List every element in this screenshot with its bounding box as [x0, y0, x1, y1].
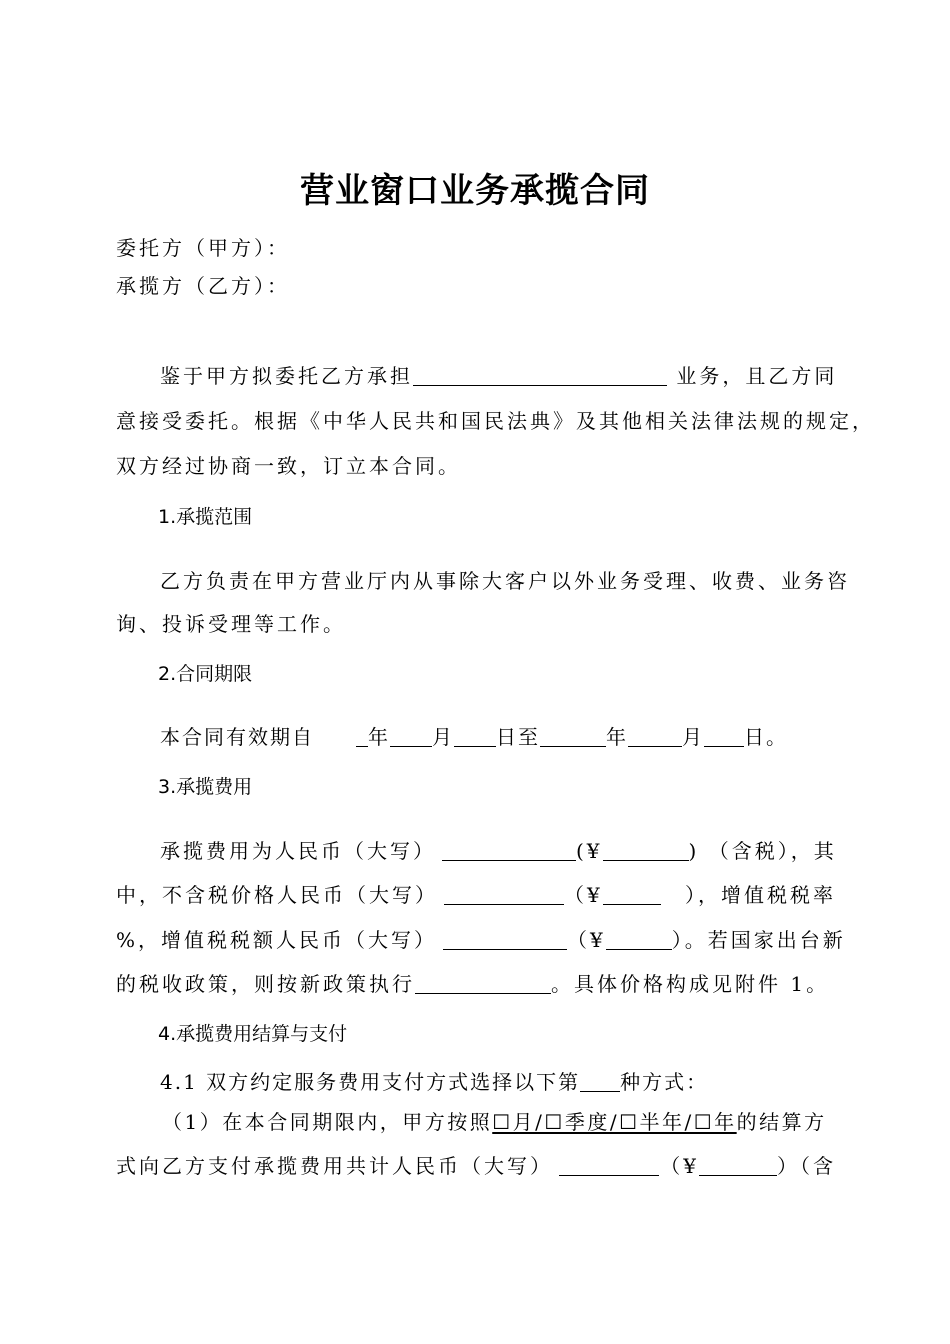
payment-line-1: [160, 1066, 890, 1095]
preamble-line-3: [116, 450, 846, 479]
year-text: 年: [368, 725, 390, 749]
section-1-line-2: [116, 608, 846, 637]
term-line: [160, 721, 890, 750]
fee-uppercase-blank[interactable]: [442, 842, 576, 861]
business-blank[interactable]: [413, 367, 667, 386]
total-uppercase-blank[interactable]: [559, 1157, 659, 1176]
vat-number-blank[interactable]: [606, 931, 672, 950]
month-text: 月: [432, 725, 454, 749]
fee-text: ），增值税税率: [685, 883, 836, 907]
fee-text: 承揽费用为人民币（大写）: [160, 839, 436, 863]
month-text: 月: [682, 725, 704, 749]
end-year-blank[interactable]: [540, 728, 606, 747]
section-2-heading: 2.合同期限: [158, 663, 253, 685]
fee-line-4: [116, 968, 846, 997]
pretax-uppercase-blank[interactable]: [444, 886, 564, 905]
payment-text: （¥: [660, 1154, 699, 1178]
fee-line-1: [160, 835, 836, 864]
section-1-heading: 1.承揽范围: [158, 506, 253, 528]
fee-line-2: [116, 879, 836, 908]
start-day-blank[interactable]: [454, 728, 496, 747]
preamble-text: 业务，且乙方同: [667, 364, 838, 388]
preamble-line-1: [160, 360, 890, 389]
party-b-label: 承揽方（乙方）：: [116, 274, 290, 298]
payment-method-blank[interactable]: [580, 1073, 620, 1092]
fee-text: （¥: [567, 928, 606, 952]
vat-uppercase-blank[interactable]: [443, 931, 567, 950]
payment-line-2: [162, 1106, 892, 1135]
section-1-text: 乙方负责在甲方营业厅内从事除大客户以外业务受理、收费、业务咨: [160, 569, 850, 593]
party-b-line: [116, 270, 846, 299]
fee-text: %，增值税税额人民币（大写）: [116, 928, 438, 952]
document-title: 营业窗口业务承揽合同: [300, 171, 650, 211]
payment-text: 的结算方: [736, 1110, 827, 1134]
section-3-heading: 3.承揽费用: [158, 776, 253, 798]
fee-text: 中，不含税价格人民币（大写）: [116, 883, 438, 907]
fee-text: 。具体价格构成见附件 1。: [551, 972, 830, 996]
pretax-number-blank[interactable]: [603, 886, 661, 905]
new-policy-blank[interactable]: [415, 975, 551, 994]
term-text: 本合同有效期自: [160, 725, 314, 749]
preamble-line-2: [116, 405, 875, 434]
end-month-blank[interactable]: [628, 728, 682, 747]
start-year-blank[interactable]: [356, 728, 368, 747]
fee-line-3: [116, 924, 846, 953]
party-a-label: 委托方（甲方）：: [116, 236, 290, 260]
payment-text: （1）在本合同期限内，甲方按照: [162, 1110, 493, 1134]
fee-text: ) （含税），其: [688, 839, 837, 863]
section-4-heading: 4.承揽费用结算与支付: [158, 1023, 348, 1045]
total-number-blank[interactable]: [699, 1157, 777, 1176]
preamble-text: 鉴于甲方拟委托乙方承担: [160, 364, 413, 388]
payment-text: 式向乙方支付承揽费用共计人民币（大写）: [116, 1154, 553, 1178]
year-text: 年: [606, 725, 628, 749]
preamble-text: 双方经过协商一致，订立本合同。: [116, 454, 461, 478]
fee-number-blank[interactable]: [603, 842, 689, 861]
day-text: 日。: [744, 725, 788, 749]
payment-line-3: [116, 1150, 836, 1179]
preamble-text: 意接受委托。根据《中华人民共和国民法典》及其他相关法律法规的规定，: [116, 409, 875, 433]
section-1-text: 询、投诉受理等工作。: [116, 612, 346, 636]
party-a-line: [116, 232, 846, 261]
payment-text: ）（含: [777, 1154, 836, 1178]
settlement-period-options[interactable]: ☐月/☐季度/☐半年/☐年: [492, 1110, 737, 1134]
fee-text: (¥: [576, 839, 603, 863]
fee-text: （¥: [564, 883, 603, 907]
section-1-line-1: [160, 565, 890, 594]
payment-text: 种方式：: [620, 1070, 709, 1094]
fee-text: ）。若国家出台新: [671, 928, 846, 952]
end-day-blank[interactable]: [704, 728, 744, 747]
payment-text: 4.1 双方约定服务费用支付方式选择以下第: [160, 1070, 581, 1094]
day-to-text: 日至: [496, 725, 540, 749]
fee-text: 的税收政策，则按新政策执行: [116, 972, 415, 996]
start-month-blank[interactable]: [390, 728, 432, 747]
